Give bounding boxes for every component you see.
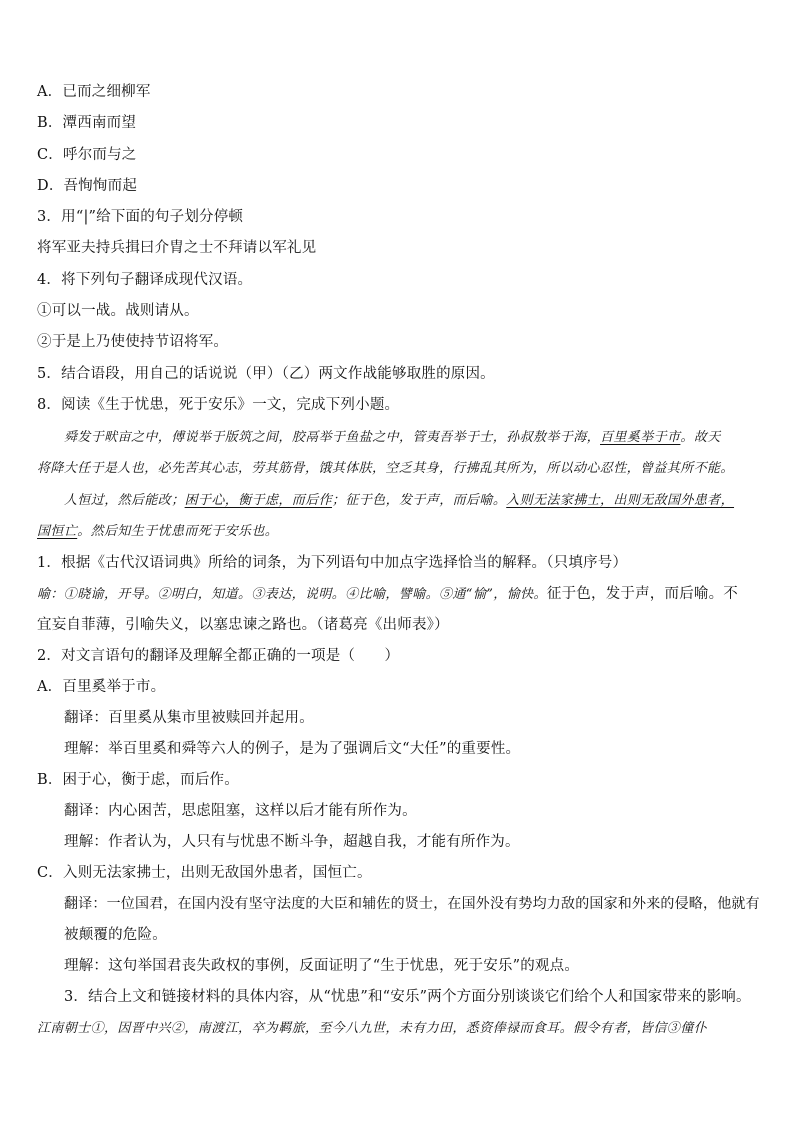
question-3-sentence: 将军亚夫持兵揖曰介胄之士不拜请以军礼见 — [37, 240, 317, 256]
passage-para2-line2 — [37, 522, 764, 542]
passage-para2-line1 — [64, 491, 764, 511]
question-8-title: 8．阅读《生于忧患，死于安乐》一文，完成下列小题。 — [37, 397, 400, 413]
passage-text: 。然后知生于忧患而死于安乐也。 — [77, 524, 279, 539]
passage-para1-line1 — [64, 428, 764, 448]
sub2-option-c-translation-2: 被颠覆的危险。 — [64, 927, 167, 943]
passage-underlined: 困于心，衡于虑，而后作 — [184, 493, 333, 508]
passage-text: ；征于色，发于声，而后喻。 — [332, 493, 507, 508]
linked-material: 江南朝士①，因晋中兴②，南渡江，卒为羁旅，至今八九世，未有力田，悉资俸禄而食耳。假令有者，皆信③僮仆 — [37, 1021, 708, 1036]
option-b: B．潭西南而望 — [37, 115, 137, 131]
passage-text: 。故天 — [680, 430, 721, 445]
sub-question-1-example: 宜妄自菲薄，引喻失义，以塞忠谏之路也。（诸葛亮《出师表》） — [37, 617, 449, 633]
sub-question-1-title: 1．根据《古代汉语词典》所给的词条，为下列语句中加点字选择恰当的解释。（只填序号） — [37, 555, 628, 571]
sub2-option-b-understanding: 理解：作者认为，人只有与忧患不断斗争，超越自我，才能有所作为。 — [64, 834, 520, 850]
passage-underlined: 入则无法家拂士，出则无敌国外患者， — [506, 493, 735, 508]
sub-question-3-title: 3．结合上文和链接材料的具体内容，从“忧患”和“安乐”两个方面分别谈谈它们给个人和国家带来的影响。 — [64, 989, 751, 1005]
sub-question-1-definitions — [37, 584, 764, 605]
sub2-option-b-translation: 翻译：内心困苦，思虑阻塞，这样以后才能有所作为。 — [64, 803, 417, 819]
passage-para1-line2: 将降大任于是人也，必先苦其心志，劳其筋骨，饿其体肤，空乏其身，行拂乱其所为，所以动心忍性，曾益其所不能。 — [37, 461, 734, 476]
sub2-option-a-understanding: 理解：举百里奚和舜等六人的例子，是为了强调后文“大任”的重要性。 — [64, 741, 521, 757]
sub2-option-b: B．困于心，衡于虑，而后作。 — [37, 772, 239, 788]
sub-question-2-title: 2．对文言语句的翻译及理解全都正确的一项是（ ） — [37, 648, 400, 664]
question-5-title: 5．结合语段，用自己的话说说（甲）（乙）两文作战能够取胜的原因。 — [37, 366, 495, 382]
sub2-option-a: A．百里奚举于市。 — [37, 679, 166, 695]
passage-underlined: 百里奚举于市 — [600, 430, 681, 445]
question-4-item-2: ②于是上乃使使持节诏将军。 — [37, 334, 229, 350]
sub2-option-a-translation: 翻译：百里奚从集市里被赎回并起用。 — [64, 710, 314, 726]
question-4-title: 4．将下列句子翻译成现代汉语。 — [37, 272, 253, 288]
sub2-option-c-translation-1: 翻译：一位国君，在国内没有坚守法度的大臣和辅佐的贤士，在国外没有势均力敌的国家和外来的侵略，他就有 — [64, 896, 760, 912]
passage-text: 舜发于畎亩之中，傅说举于版筑之间，胶鬲举于鱼盐之中，管夷吾举于士，孙叔敖举于海， — [64, 430, 601, 445]
passage-underlined: 国恒亡 — [37, 524, 78, 539]
option-c: C．呼尔而与之 — [37, 147, 137, 163]
option-d: D．吾恂恂而起 — [37, 178, 138, 194]
question-3-title: 3．用“|”给下面的句子划分停顿 — [37, 209, 244, 225]
definition-example: 征于色，发于声，而后喻。不 — [546, 586, 739, 602]
sub2-option-c: C．入则无法家拂士，出则无敌国外患者，国恒亡。 — [37, 865, 372, 881]
passage-text: 人恒过，然后能改； — [64, 493, 185, 508]
definition-entries: 喻：①晓谕，开导。②明白，知道。③表达，说明。④比喻，譬喻。⑤通“愉”，愉快。 — [37, 587, 547, 602]
sub2-option-c-understanding: 理解：这句举国君丧失政权的事例，反面证明了“生于忧患，死于安乐”的观点。 — [64, 958, 580, 974]
question-4-item-1: ①可以一战。战则请从。 — [37, 303, 199, 319]
option-a: A．已而之细柳军 — [37, 84, 151, 100]
